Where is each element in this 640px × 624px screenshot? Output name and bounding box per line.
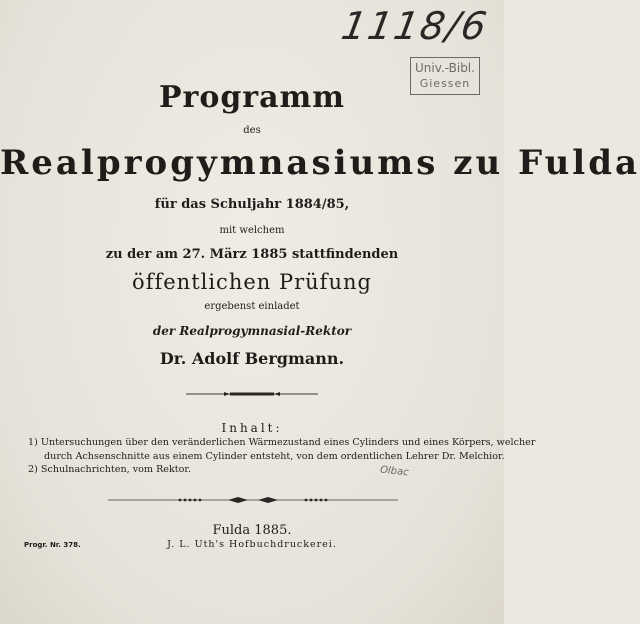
place-year: Fulda 1885. bbox=[212, 523, 292, 538]
title-des: des bbox=[243, 125, 261, 136]
program-number: Progr. Nr. 378. bbox=[24, 541, 81, 549]
stamp-line-1: Univ.-Bibl. bbox=[415, 61, 475, 75]
contents-heading: Inhalt: bbox=[221, 421, 283, 435]
title-ergebenst: ergebenst einladet bbox=[204, 301, 300, 312]
pencil-note: Olbac bbox=[379, 464, 410, 479]
contents-item-1-line-2: durch Achsenschnitte aus einem Cylinder entsteht, von dem ordentlichen Lehrer Dr. Melchior. bbox=[44, 450, 505, 462]
rektor-title: der Realprogymnasial-Rektor bbox=[152, 324, 352, 338]
title-school-name: Realprogymnasiums zu Fulda bbox=[0, 143, 640, 183]
title-pruefung: öffentlichen Prüfung bbox=[132, 270, 372, 294]
contents-item-2: 2) Schulnachrichten, vom Rektor. bbox=[28, 464, 192, 475]
title-school-year: für das Schuljahr 1884/85, bbox=[154, 197, 350, 212]
title-mit-welchem: mit welchem bbox=[219, 225, 285, 236]
stamp-line-2: Giessen bbox=[419, 77, 471, 90]
printer-name: J. L. Uth's Hofbuchdruckerei. bbox=[167, 539, 337, 550]
ornament-divider-top bbox=[186, 390, 318, 398]
handwritten-shelfmark: 1118/6 bbox=[338, 4, 492, 48]
title-programm: Programm bbox=[158, 80, 346, 115]
rektor-name: Dr. Adolf Bergmann. bbox=[159, 349, 345, 368]
title-date-line: zu der am 27. März 1885 stattfindenden bbox=[105, 247, 399, 262]
contents-item-1-line-1: 1) Untersuchungen über den veränderlichen Wärmezustand eines Cylinders und eines Körpers, welcher bbox=[28, 437, 536, 448]
ornament-divider-bottom bbox=[108, 496, 398, 504]
